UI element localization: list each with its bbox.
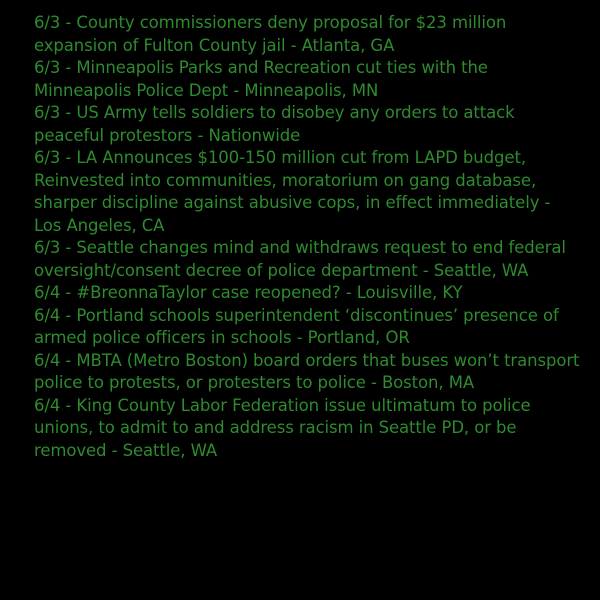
entry-list [34,12,580,462]
list-item: 6/3 - US Army tells soldiers to disobey any orders to attack peaceful protestors - Nationwide [34,103,515,145]
list-item: 6/4 - #BreonnaTaylor case reopened? - Louisville, KY [34,283,463,302]
list-item: 6/4 - MBTA (Metro Boston) board orders that buses won’t transport police to protests, or protesters to police - Boston, MA [34,350,580,392]
list-item: 6/4 - King County Labor Federation issue ultimatum to police unions, to admit to and address racism in Seattle PD, or be removed - Seattle, WA [34,395,531,460]
list-item: 6/3 - Seattle changes mind and withdraws request to end federal oversight/consent decree of police department - Seattle, WA [34,238,566,280]
list-item: 6/4 - Portland schools superintendent ‘discontinues’ presence of armed police officers in schools - Portland, OR [34,305,559,347]
list-item: 6/3 - County commissioners deny proposal for $23 million expansion of Fulton County jail - Atlanta, GA [34,13,507,55]
list-item: 6/3 - LA Announces $100-150 million cut from LAPD budget, Reinvested into communities, moratorium on gang database, sharper discipline against abusive cops, in effect immediately - Los Angeles, CA [34,148,551,235]
list-item: 6/3 - Minneapolis Parks and Recreation cut ties with the Minneapolis Police Dept - Minneapolis, MN [34,58,488,100]
